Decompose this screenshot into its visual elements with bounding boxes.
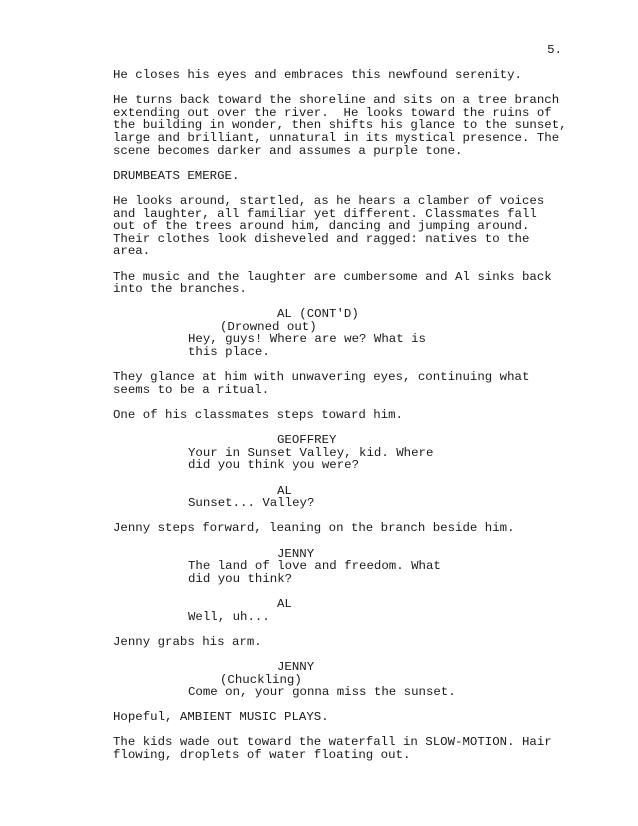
action-block xyxy=(113,636,573,649)
dialogue-block xyxy=(113,598,573,623)
dialogue-block xyxy=(113,548,573,586)
action-line: Hopeful, AMBIENT MUSIC PLAYS. xyxy=(113,710,329,725)
character-cue: AL xyxy=(277,596,292,611)
action-line: area. xyxy=(113,244,151,259)
blank-line xyxy=(113,422,573,435)
action-block xyxy=(113,736,573,761)
action-block xyxy=(113,522,573,535)
blank-line xyxy=(113,157,573,170)
dialogue-line: this place. xyxy=(188,345,270,360)
dialogue-line: did you think? xyxy=(188,571,293,586)
character-cue: AL xyxy=(277,483,292,498)
action-block xyxy=(113,170,573,183)
action-line: DRUMBEATS EMERGE. xyxy=(113,168,240,183)
character-cue: JENNY xyxy=(277,659,315,674)
action-line: into the branches. xyxy=(113,282,247,297)
dialogue-line: The land of love and freedom. What xyxy=(188,559,441,574)
dialogue-line: did you think you were? xyxy=(188,458,360,473)
action-line: They glance at him with unwavering eyes, continuing what xyxy=(113,370,530,385)
action-line: out of the trees around him, dancing and jumping around. xyxy=(113,219,530,234)
action-line: He closes his eyes and embraces this newfound serenity. xyxy=(113,68,522,82)
blank-line xyxy=(113,585,573,598)
action-line: the building in wonder, then shifts his glance to the sunset, xyxy=(113,118,567,133)
action-line: One of his classmates steps toward him. xyxy=(113,408,403,423)
blank-line xyxy=(113,648,573,661)
action-line: He looks around, startled, as he hears a clamber of voices xyxy=(113,193,545,208)
action-line: He turns back toward the shoreline and sits on a tree branch xyxy=(113,93,560,108)
action-line: extending out over the river. He looks toward the ruins of xyxy=(113,105,552,120)
action-block xyxy=(113,94,573,157)
dialogue-line: Sunset... Valley? xyxy=(188,496,315,511)
character-cue: AL (CONT'D) xyxy=(277,307,359,322)
dialogue-line: Hey, guys! Where are we? What is xyxy=(188,332,426,347)
action-block xyxy=(113,711,573,724)
action-line: large and brilliant, unnatural in its mystical presence. The xyxy=(113,130,560,145)
dialogue-block xyxy=(113,434,573,472)
page-number: 5. xyxy=(547,43,562,57)
action-line: seems to be a ritual. xyxy=(113,382,270,397)
dialogue-block xyxy=(113,308,573,358)
action-block xyxy=(113,195,573,258)
character-cue: JENNY xyxy=(277,546,315,561)
action-line: and laughter, all familiar yet different. Classmates fall xyxy=(113,206,537,221)
parenthetical: (Chuckling) xyxy=(220,672,302,687)
action-block xyxy=(113,371,573,396)
blank-line xyxy=(113,258,573,271)
blank-line xyxy=(113,535,573,548)
character-cue: GEOFFREY xyxy=(277,433,337,448)
dialogue-line: Come on, your gonna miss the sunset. xyxy=(188,685,456,700)
action-line: flowing, droplets of water floating out. xyxy=(113,748,411,763)
blank-line xyxy=(113,623,573,636)
action-block xyxy=(113,271,573,296)
action-line: scene becomes darker and assumes a purple tone. xyxy=(113,143,463,158)
script-body xyxy=(113,69,573,762)
dialogue-block xyxy=(113,661,573,699)
dialogue-line: Your in Sunset Valley, kid. Where xyxy=(188,445,434,460)
parenthetical: (Drowned out) xyxy=(220,319,317,334)
action-line: The kids wade out toward the waterfall in SLOW-MOTION. Hair xyxy=(113,735,552,750)
action-block xyxy=(113,409,573,422)
dialogue-line: Well, uh... xyxy=(188,609,270,624)
action-block xyxy=(113,69,573,82)
action-line: Jenny steps forward, leaning on the branch beside him. xyxy=(113,521,515,536)
action-line: The music and the laughter are cumbersome and Al sinks back xyxy=(113,269,552,284)
blank-line xyxy=(113,472,573,485)
dialogue-block xyxy=(113,485,573,510)
action-line: Jenny grabs his arm. xyxy=(113,634,262,649)
action-line: Their clothes look disheveled and ragged: natives to the xyxy=(113,231,530,246)
